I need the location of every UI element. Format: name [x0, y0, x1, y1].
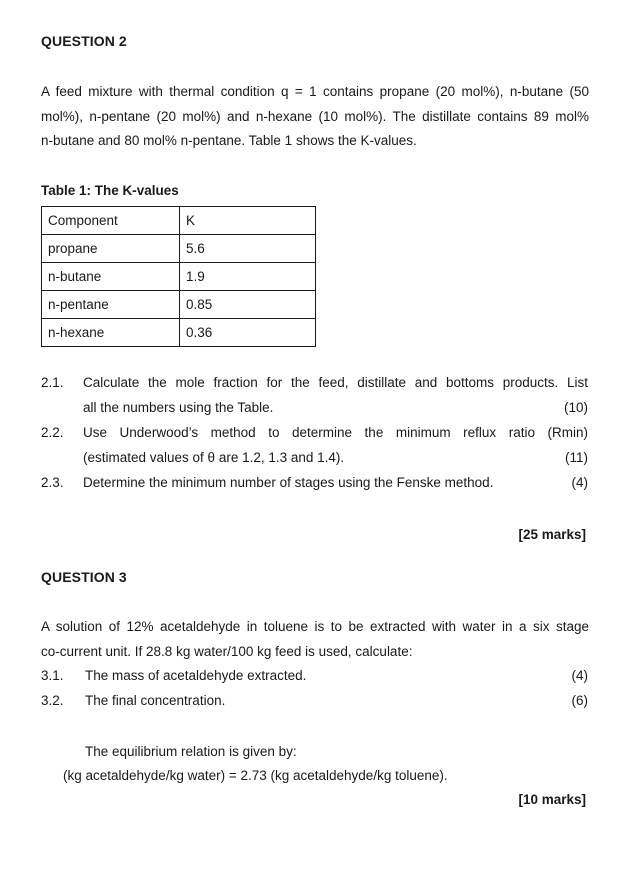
table-row [42, 291, 316, 319]
subquestion-marks: (6) [571, 693, 588, 708]
subquestion-3-2 [41, 689, 588, 713]
table-cell-k: 5.6 [180, 235, 316, 263]
subquestion-number: 2.3. [41, 475, 64, 490]
subquestion-number: 2.1. [41, 375, 64, 390]
subquestion-marks: (11) [564, 450, 588, 465]
subquestion-number: 2.2. [41, 425, 64, 440]
subquestion-text: (estimated values of θ are 1.2, 1.3 and 1.4). [83, 450, 345, 465]
table-cell-component: propane [42, 235, 180, 263]
subquestion-2-1-line-1 [41, 371, 588, 395]
question-3-total-marks: [10 marks] [518, 792, 586, 807]
subquestion-text: all the numbers using the Table. [83, 400, 274, 415]
subquestion-2-2-line-1 [41, 421, 588, 445]
table-header-cell: K [180, 207, 316, 235]
table-row [42, 235, 316, 263]
subquestion-2-2-line-2 [41, 446, 588, 470]
subquestion-2-3 [41, 471, 588, 495]
equilibrium-label: The equilibrium relation is given by: [85, 744, 297, 759]
subquestion-2-1-line-2 [41, 396, 588, 420]
table-1-title: Table 1: The K-values [41, 183, 179, 198]
question-2-intro [41, 80, 589, 154]
subquestion-number: 3.2. [41, 693, 64, 708]
table-cell-component: n-butane [42, 263, 180, 291]
table-cell-k: 0.36 [180, 319, 316, 347]
question-2-total-marks: [25 marks] [518, 527, 586, 542]
subquestion-text: Use Underwood’s method to determine the minimum reflux ratio (Rmin) [83, 425, 588, 440]
table-header-cell: Component [42, 207, 180, 235]
subquestion-marks: (4) [571, 668, 588, 683]
k-values-table [41, 206, 316, 347]
subquestion-text: The final concentration. [85, 693, 226, 708]
table-cell-k: 1.9 [180, 263, 316, 291]
table-cell-component: n-pentane [42, 291, 180, 319]
table-header-row [42, 207, 316, 235]
question-2-heading: QUESTION 2 [41, 33, 127, 49]
subquestion-3-1 [41, 664, 588, 688]
table-cell-k: 0.85 [180, 291, 316, 319]
equilibrium-equation: (kg acetaldehyde/kg water) = 2.73 (kg acetaldehyde/kg toluene). [63, 768, 448, 783]
table-cell-component: n-hexane [42, 319, 180, 347]
subquestion-text: The mass of acetaldehyde extracted. [85, 668, 307, 683]
question-2-intro-line: mol%), n-pentane (20 mol%) and n-hexane (10 mol%). The distillate contains 89 mol% [41, 108, 589, 124]
question-2-intro-line: A feed mixture with thermal condition q = 1 contains propane (20 mol%), n-butane (50 [41, 84, 589, 99]
question-2-intro-line: n-butane and 80 mol% n-pentane. Table 1 shows the K-values. [41, 133, 417, 148]
question-3-intro [41, 615, 589, 664]
subquestion-text: Determine the minimum number of stages using the Fenske method. [83, 475, 494, 490]
question-3-heading: QUESTION 3 [41, 569, 127, 585]
table-row [42, 263, 316, 291]
question-3-intro-line: A solution of 12% acetaldehyde in toluene is to be extracted with water in a six stage [41, 619, 589, 634]
subquestion-number: 3.1. [41, 668, 64, 683]
table-row [42, 319, 316, 347]
subquestion-text: Calculate the mole fraction for the feed, distillate and bottoms products. List [83, 375, 588, 390]
subquestion-marks: (4) [571, 475, 588, 490]
subquestion-marks: (10) [563, 400, 588, 415]
question-3-intro-line: co-current unit. If 28.8 kg water/100 kg feed is used, calculate: [41, 643, 413, 659]
k-values-table-wrapper [41, 206, 316, 347]
